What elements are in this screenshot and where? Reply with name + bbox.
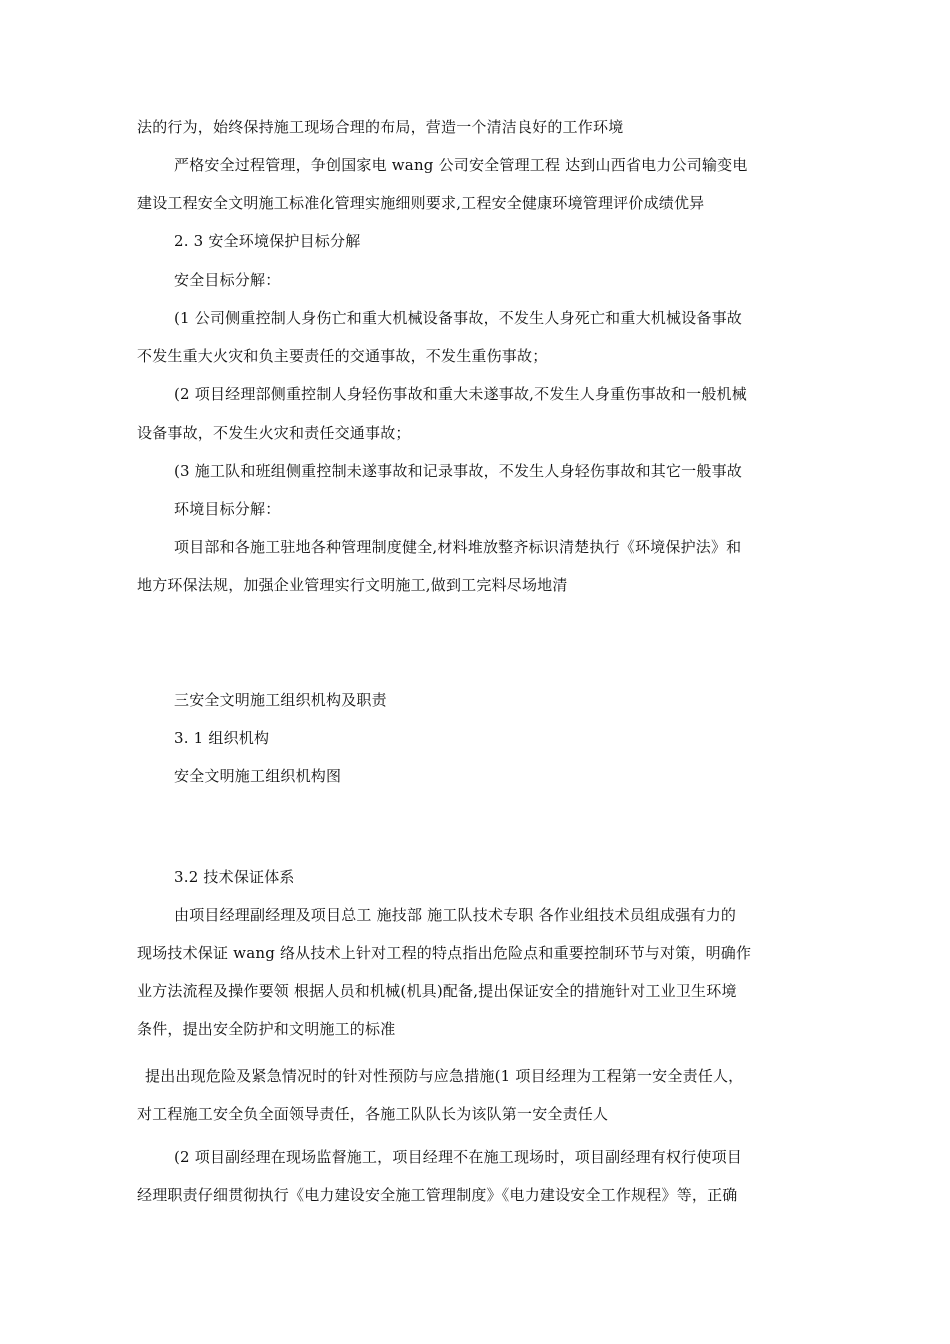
paragraph-line: 业方法流程及操作要领 根据人员和机械(机具)配备,提出保证安全的措施针对工业卫生环境 (137, 982, 737, 1000)
subheading: 安全目标分解： (174, 271, 281, 289)
paragraph-line: 由项目经理副经理及项目总工 施技部 施工队技术专职 各作业组技术员组成强有力的 (174, 906, 737, 924)
paragraph-line: 不发生重大火灾和负主要责任的交通事故，不发生重伤事故； (137, 347, 548, 365)
paragraph-line: (3 施工队和班组侧重控制未遂事故和记录事故，不发生人身轻伤事故和其它一般事故 (174, 462, 742, 480)
paragraph-line: 建设工程安全文明施工标准化管理实施细则要求,工程安全健康环境管理评价成绩优异 (137, 194, 705, 212)
section-heading: 3.2 技术保证体系 (174, 868, 295, 886)
paragraph-line: 经理职责仔细贯彻执行《电力建设安全施工管理制度》《电力建设安全工作规程》等，正确 (137, 1186, 738, 1204)
paragraph-line: 对工程施工安全负全面领导责任，各施工队队长为该队第一安全责任人 (137, 1105, 609, 1123)
paragraph-line: (2 项目经理部侧重控制人身轻伤事故和重大未遂事故,不发生人身重伤事故和一般机械 (174, 385, 747, 403)
paragraph-line: (2 项目副经理在现场监督施工，项目经理不在施工现场时，项目副经理有权行使项目 (174, 1148, 742, 1166)
paragraph-line: (1 公司侧重控制人身伤亡和重大机械设备事故，不发生人身死亡和重大机械设备事故 (174, 309, 742, 327)
figure-caption: 安全文明施工组织机构图 (174, 767, 342, 785)
chapter-heading: 三安全文明施工组织机构及职责 (174, 691, 387, 709)
paragraph-line: 严格安全过程管理，争创国家电 wang 公司安全管理工程 达到山西省电力公司输变电 (174, 156, 748, 174)
paragraph-line: 条件，提出安全防护和文明施工的标准 (137, 1020, 396, 1038)
paragraph-line: 提出出现危险及紧急情况时的针对性预防与应急措施(1 项目经理为工程第一安全责任人， (145, 1067, 744, 1085)
paragraph-line: 法的行为，始终保持施工现场合理的布局，营造一个清洁良好的工作环境 (137, 118, 624, 136)
section-heading: 2. 3 安全环境保护目标分解 (174, 232, 361, 250)
section-heading: 3. 1 组织机构 (174, 729, 270, 747)
paragraph-line: 现场技术保证 wang 络从技术上针对工程的特点指出危险点和重要控制环节与对策，明确作 (137, 944, 752, 962)
paragraph-line: 地方环保法规，加强企业管理实行文明施工,做到工完料尽场地清 (137, 576, 568, 594)
paragraph-line: 设备事故，不发生火灾和责任交通事故； (137, 424, 411, 442)
subheading: 环境目标分解： (174, 500, 281, 518)
paragraph-line: 项目部和各施工驻地各种管理制度健全,材料堆放整齐标识清楚执行《环境保护法》和 (174, 538, 742, 556)
